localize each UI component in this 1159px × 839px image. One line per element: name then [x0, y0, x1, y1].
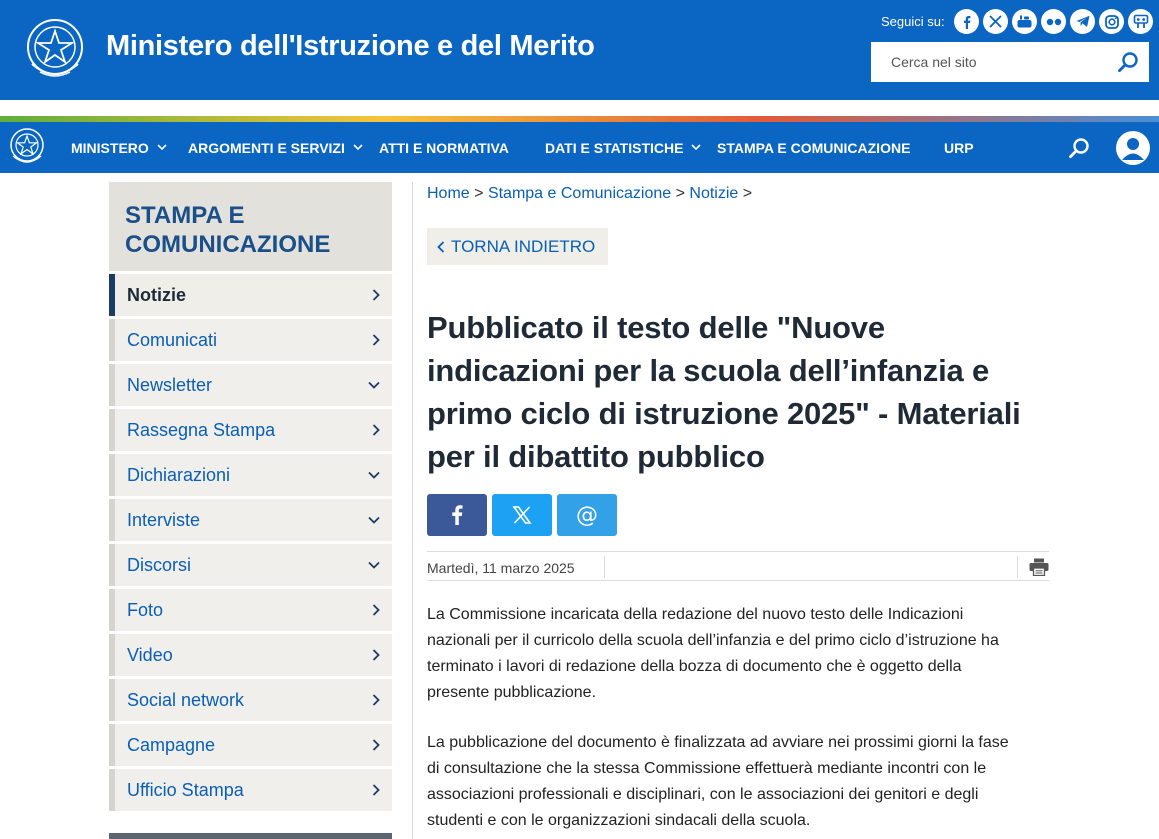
search-icon: [1068, 137, 1090, 159]
sidebar-item-video[interactable]: [109, 634, 392, 676]
facebook-icon: [451, 505, 463, 525]
facebook-icon[interactable]: [954, 9, 979, 34]
sidebar-item-comunicati[interactable]: [109, 319, 392, 361]
sidebar-item-label: Comunicati: [127, 329, 218, 350]
sidebar-item-label: Notizie: [127, 284, 187, 305]
search-button[interactable]: [1115, 49, 1141, 75]
sidebar-item-campagne[interactable]: [109, 724, 392, 766]
chevron-down-icon[interactable]: [368, 561, 380, 569]
republic-emblem-icon[interactable]: [8, 126, 46, 168]
sidebar-item-social-network[interactable]: [109, 679, 392, 721]
nav-item-argomenti-servizi[interactable]: [188, 122, 363, 173]
nav-item-label: MINISTERO: [71, 139, 149, 156]
nav-item-urp[interactable]: [944, 122, 974, 173]
breadcrumb: [427, 185, 752, 203]
user-icon: [1116, 131, 1150, 165]
x-icon: [512, 505, 532, 525]
site-search: [871, 42, 1149, 82]
back-button-label: TORNA INDIETRO: [451, 236, 596, 256]
printer-icon: [1029, 558, 1049, 576]
nav-item-ministero[interactable]: [71, 122, 167, 173]
sidebar-item-label: Interviste: [127, 509, 201, 530]
chevron-down-icon[interactable]: [368, 516, 380, 524]
chevron-down-icon[interactable]: [368, 471, 380, 479]
sidebar-item-notizie[interactable]: [109, 274, 392, 316]
republic-emblem-icon[interactable]: [24, 14, 86, 84]
article-date: Martedì, 11 marzo 2025: [427, 560, 575, 576]
chevron-down-icon: [353, 144, 363, 151]
breadcrumb-separator: >: [675, 185, 685, 202]
chevron-down-icon: [691, 144, 701, 151]
follow-label: Seguici su:: [881, 14, 945, 29]
chevron-right-icon[interactable]: [372, 424, 380, 436]
nav-item-atti-normativa[interactable]: [379, 122, 509, 173]
telegram-icon[interactable]: [1070, 9, 1095, 34]
sidebar-item-foto[interactable]: [109, 589, 392, 631]
meta-separator: [1017, 556, 1018, 578]
user-account-button[interactable]: [1116, 131, 1150, 165]
sidebar-title-line: STAMPA E: [125, 202, 245, 229]
breadcrumb-home[interactable]: Home: [427, 185, 470, 202]
chevron-right-icon[interactable]: [372, 289, 380, 301]
main-navigation: [0, 122, 1159, 173]
share-buttons: [427, 494, 617, 536]
share-email-button[interactable]: [557, 494, 617, 536]
flickr-icon[interactable]: [1041, 9, 1066, 34]
sidebar-menu: [109, 274, 392, 811]
nav-item-label: DATI E STATISTICHE: [545, 139, 684, 156]
content-divider: [412, 182, 413, 839]
chevron-left-icon: [437, 241, 445, 253]
top-header: [0, 0, 1159, 100]
article-title: Pubblicato il testo delle "Nuove indicazioni per la scuola dell’infanzia e primo ciclo di istruzione 2025" - Materiali per il dibattito pubblico: [427, 310, 1021, 474]
sidebar-title: [109, 182, 392, 271]
back-button[interactable]: [427, 228, 608, 265]
sidebar-item-label: Video: [127, 644, 173, 665]
search-icon: [1117, 51, 1139, 73]
meta-separator: [604, 556, 605, 578]
nav-item-dati-statistiche[interactable]: [545, 122, 701, 173]
at-sign-icon: @: [576, 502, 598, 528]
print-button[interactable]: [1028, 556, 1050, 578]
article-paragraph: La Commissione incaricata della redazione del nuovo testo delle Indicazioni nazionali per il curricolo della scuola dell’infanzia e del primo ciclo d’istruzione ha terminato i lavori di redazione della bozza di documento che è oggetto della presente pubblicazione.: [427, 606, 999, 701]
chevron-down-icon[interactable]: [368, 381, 380, 389]
youtube-icon[interactable]: [1012, 9, 1037, 34]
sidebar-item-label: Social network: [127, 689, 245, 710]
social-links: [954, 9, 1153, 34]
nav-item-label: ARGOMENTI E SERVIZI: [188, 139, 345, 156]
nav-item-label: URP: [944, 139, 974, 156]
chevron-right-icon[interactable]: [372, 649, 380, 661]
sidebar-item-dichiarazioni[interactable]: [109, 454, 392, 496]
section-sidebar: [109, 182, 392, 814]
sidebar-title-line: COMUNICAZIONE: [125, 231, 331, 258]
sidebar-item-discorsi[interactable]: [109, 544, 392, 586]
chevron-right-icon[interactable]: [372, 334, 380, 346]
chevron-right-icon[interactable]: [372, 739, 380, 751]
chevron-down-icon: [157, 144, 167, 151]
nav-item-stampa-comunicazione[interactable]: [717, 122, 910, 173]
chevron-right-icon[interactable]: [372, 694, 380, 706]
article-paragraph: La pubblicazione del documento è finalizzata ad avviare nei prossimi giorni la fase di consultazione che la stessa Commissione effettuerà mediante incontri con le associazioni professionali e disciplinari, con le associazioni dei genitori e degli studenti e con le organizzazioni sindacali della scuola.: [427, 734, 1009, 829]
breadcrumb-page[interactable]: Notizie: [689, 185, 739, 202]
sidebar-item-label: Foto: [127, 599, 164, 620]
sidebar-item-newsletter[interactable]: [109, 364, 392, 406]
sidebar-item-label: Ufficio Stampa: [127, 779, 244, 800]
sidebar-item-label: Campagne: [127, 734, 216, 755]
sidebar-bottom-block: [109, 833, 392, 839]
chevron-right-icon[interactable]: [372, 784, 380, 796]
sidebar-item-ufficio-stampa[interactable]: [109, 769, 392, 811]
share-facebook-button[interactable]: [427, 494, 487, 536]
sidebar-item-interviste[interactable]: [109, 499, 392, 541]
search-input[interactable]: [871, 42, 1111, 82]
share-x-button[interactable]: [492, 494, 552, 536]
breadcrumb-separator: >: [474, 185, 484, 202]
nav-search-button[interactable]: [1066, 135, 1092, 161]
sidebar-item-rassegna-stampa[interactable]: [109, 409, 392, 451]
sidebar-item-label: Rassegna Stampa: [127, 419, 276, 440]
breadcrumb-section[interactable]: Stampa e Comunicazione: [487, 185, 672, 202]
sidebar-item-label: Discorsi: [127, 554, 192, 575]
x-icon[interactable]: [983, 9, 1008, 34]
article-meta: [427, 551, 1049, 581]
header-gap: [0, 100, 1159, 116]
nav-item-label: ATTI E NORMATIVA: [379, 139, 509, 156]
chevron-right-icon[interactable]: [372, 604, 380, 616]
nav-item-label: STAMPA E COMUNICAZIONE: [717, 139, 911, 156]
sidebar-item-label: Newsletter: [127, 374, 213, 395]
site-title[interactable]: Ministero dell'Istruzione e del Merito: [106, 30, 595, 62]
breadcrumb-separator: >: [742, 185, 753, 202]
slideshare-icon[interactable]: [1128, 9, 1153, 34]
instagram-icon[interactable]: [1099, 9, 1124, 34]
sidebar-item-label: Dichiarazioni: [127, 464, 231, 485]
